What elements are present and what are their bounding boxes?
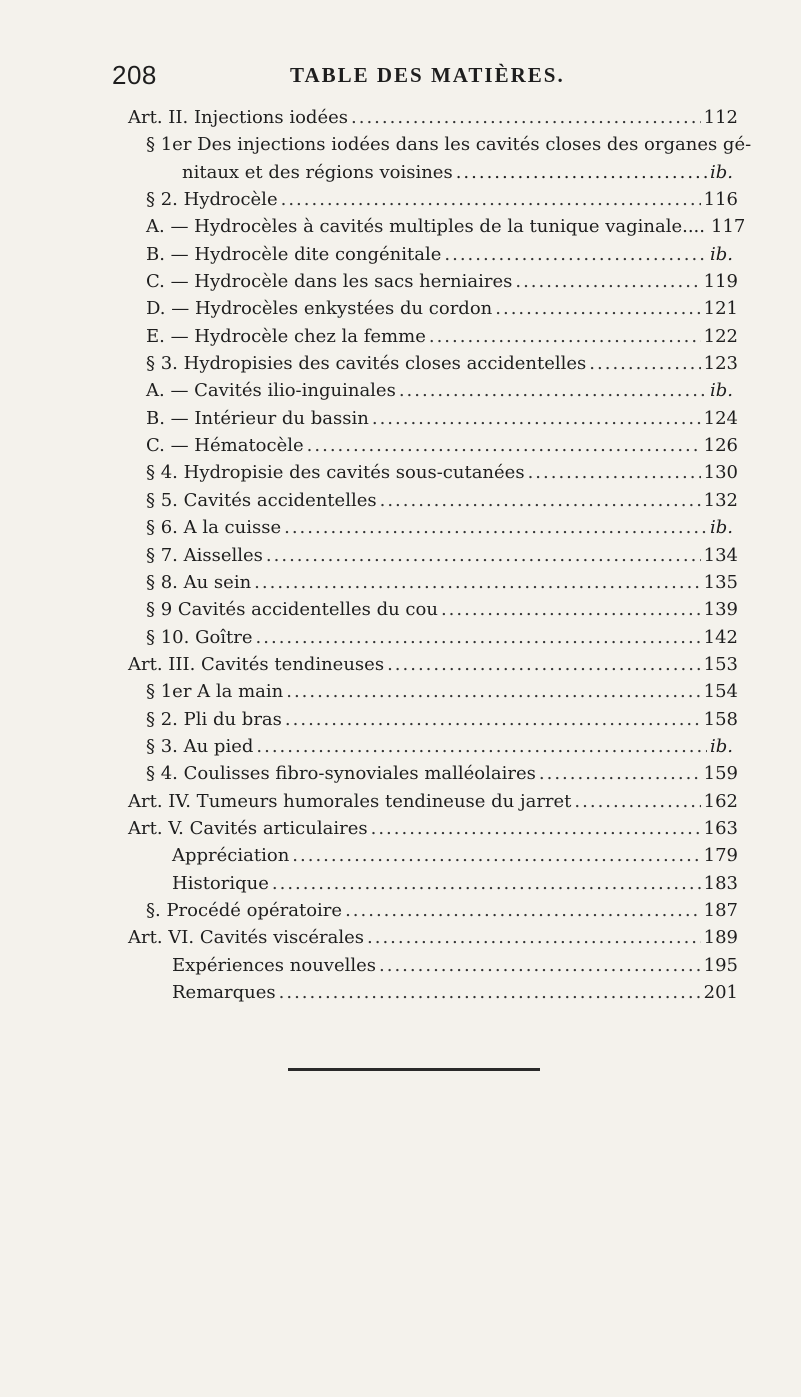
leader-dots: [441, 596, 701, 623]
leader-dots: [281, 186, 701, 213]
leader-dots: [399, 377, 707, 404]
toc-entry-page: 112: [703, 107, 738, 128]
leader-dots: [379, 952, 701, 979]
toc-entry: [128, 733, 738, 760]
toc-entry-label: § 2. Pli du bras: [146, 708, 282, 730]
toc-entry-label: § 4. Hydropisie des cavités sous-cutanées: [146, 462, 525, 484]
toc-entry-label: C. — Hématocèle: [146, 435, 304, 457]
toc-entry-page: 132: [703, 489, 738, 511]
toc-entry-page: 123: [703, 353, 738, 375]
toc-entry-page: 201: [703, 982, 738, 1003]
leader-dots: [589, 350, 700, 377]
toc-entry-label: Art. II. Injections iodées: [128, 107, 348, 128]
leader-dots: [256, 733, 707, 760]
toc-entry-page: 117: [711, 216, 746, 238]
toc-entry: [128, 323, 738, 350]
leader-dots: [387, 651, 701, 678]
leader-dots: [292, 842, 700, 869]
toc-entry-page: 183: [703, 872, 738, 894]
leader-dots: [254, 569, 700, 596]
end-rule: [288, 1068, 540, 1071]
toc-entry: [128, 405, 738, 432]
toc-entry: [128, 651, 738, 678]
toc-entry-page: 158: [703, 708, 738, 730]
toc-entry-label: § 6. A la cuisse: [146, 517, 282, 539]
toc-entry: [128, 377, 738, 404]
toc-entry-page: 195: [703, 954, 738, 976]
toc-entry-label: § 1er Des injections iodées dans les cavités closes des organes gé-: [146, 134, 752, 156]
running-title: TABLE DES MATIÈRES.: [290, 63, 565, 87]
toc-entry-label: Art. VI. Cavités viscérales: [128, 927, 364, 949]
toc-entry-label: § 3. Hydropisies des cavités closes accidentelles: [146, 353, 587, 375]
toc-entry-label: Appréciation: [172, 845, 290, 867]
toc-entry-label: § 3. Au pied: [146, 735, 254, 757]
leader-dots: [345, 897, 701, 924]
toc-entry: [128, 870, 738, 897]
leader-dots: [495, 295, 700, 322]
leader-dots: [307, 432, 701, 459]
leader-dots: [284, 514, 707, 541]
toc-entry-page: 121: [703, 298, 738, 320]
toc-entry: [128, 432, 738, 459]
toc-entry: [128, 979, 738, 1006]
toc-entry-page: 130: [703, 462, 738, 484]
toc-entry-label: B. — Intérieur du bassin: [146, 407, 369, 429]
toc-entry-label: A. — Cavités ilio-inguinales: [146, 380, 396, 402]
toc-entry-label: § 9 Cavités accidentelles du cou: [146, 599, 438, 621]
leader-dots: [429, 323, 701, 350]
toc-entry-page: 124: [703, 407, 738, 429]
toc-entry: [128, 788, 738, 815]
toc-entry-label-continued: nitaux et des régions voisines: [182, 161, 453, 183]
leader-dots: [380, 487, 701, 514]
toc-entry-page: 187: [703, 899, 738, 921]
leader-dots: [286, 678, 700, 705]
toc-entry: [128, 241, 738, 268]
toc-entry-page: 179: [703, 845, 738, 867]
leader-dots: [515, 268, 700, 295]
toc-entry-label: Art. IV. Tumeurs humorales tendineuse du jarret: [128, 790, 572, 812]
toc-entry-label: Expériences nouvelles: [172, 954, 377, 976]
leader-dots: [272, 870, 701, 897]
toc-entry: [128, 760, 738, 787]
toc-entry-label: § 2. Hydrocèle: [146, 189, 278, 211]
leader-dots: [367, 924, 701, 951]
toc-entry: [128, 678, 738, 705]
toc-entry-label: Historique: [172, 872, 269, 894]
toc-entry-label: Art. V. Cavités articulaires: [128, 817, 368, 839]
toc-entry: [128, 459, 738, 486]
toc-entry-page: 154: [703, 681, 738, 703]
toc-entry-label: § 7. Aisselles: [146, 544, 263, 566]
toc-entry-label: § 10. Goître: [146, 626, 253, 648]
toc-entry: [128, 596, 738, 623]
toc-entry-page: 119: [703, 271, 738, 293]
leader-dots: [256, 624, 701, 651]
toc-entry: [128, 350, 738, 377]
toc-entry-label: § 8. Au sein: [146, 571, 252, 593]
toc-entry: [128, 542, 738, 569]
toc-entry: [128, 487, 738, 514]
toc-entry-page: ib.: [710, 735, 734, 757]
toc-entry-label: D. — Hydrocèles enkystées du cordon: [146, 298, 493, 320]
toc-entry: [128, 706, 738, 733]
toc-entry-page: 153: [703, 653, 738, 675]
toc-entry-label: §. Procédé opératoire: [146, 899, 343, 921]
toc-entry-page: 135: [703, 571, 738, 593]
toc-entry-label: A. — Hydrocèles à cavités multiples de la tunique vaginale....: [146, 216, 706, 238]
toc-entry-label: Art. III. Cavités tendineuses: [128, 653, 385, 675]
toc-entry: [128, 815, 738, 842]
leader-dots: [351, 104, 701, 131]
toc-entry: [128, 952, 738, 979]
toc-entry-label: Remarques: [172, 982, 276, 1003]
toc-entry-label: B. — Hydrocèle dite congénitale: [146, 243, 442, 265]
toc-entry: [128, 104, 738, 131]
leader-dots: [285, 706, 701, 733]
leader-dots: [528, 459, 701, 486]
toc-entry: [128, 186, 738, 213]
toc-entry: [128, 213, 746, 240]
toc-entry-page: 142: [703, 626, 738, 648]
table-of-contents: [128, 104, 752, 1006]
toc-entry: [128, 897, 738, 924]
toc-entry-label: § 1er A la main: [146, 681, 284, 703]
toc-entry-label: C. — Hydrocèle dans les sacs herniaires: [146, 271, 513, 293]
toc-entry: [128, 268, 738, 295]
toc-entry-page: 134: [703, 544, 738, 566]
toc-entry-page: 189: [703, 927, 738, 949]
toc-entry-page: ib.: [710, 161, 734, 183]
toc-entry-label: § 5. Cavités accidentelles: [146, 489, 377, 511]
leader-dots: [372, 405, 701, 432]
toc-entry-page: ib.: [710, 380, 734, 402]
toc-entry: [128, 295, 738, 322]
toc-entry: [128, 924, 738, 951]
toc-entry-label: E. — Hydrocèle chez la femme: [146, 325, 426, 347]
toc-entry-page: 126: [703, 435, 738, 457]
leader-dots: [539, 760, 701, 787]
toc-entry: [128, 624, 738, 651]
toc-entry-page: 163: [703, 817, 738, 839]
leader-dots: [444, 241, 707, 268]
toc-entry-page: ib.: [710, 243, 734, 265]
toc-entry: [128, 131, 752, 186]
toc-entry-page: ib.: [710, 517, 734, 539]
page-number: 208: [112, 60, 157, 90]
toc-entry-page: 122: [703, 325, 738, 347]
toc-entry: [128, 514, 738, 541]
leader-dots: [371, 815, 701, 842]
toc-entry: [128, 569, 738, 596]
toc-entry-page: 162: [703, 790, 738, 812]
toc-entry-page: 139: [703, 599, 738, 621]
leader-dots: [574, 788, 700, 815]
leader-dots: [456, 159, 707, 186]
toc-entry-page: 116: [703, 189, 738, 211]
leader-dots: [279, 979, 701, 1006]
toc-entry-label: § 4. Coulisses fibro-synoviales malléolaires: [146, 763, 536, 785]
leader-dots: [266, 542, 701, 569]
toc-entry: [128, 842, 738, 869]
toc-entry-page: 159: [703, 763, 738, 785]
